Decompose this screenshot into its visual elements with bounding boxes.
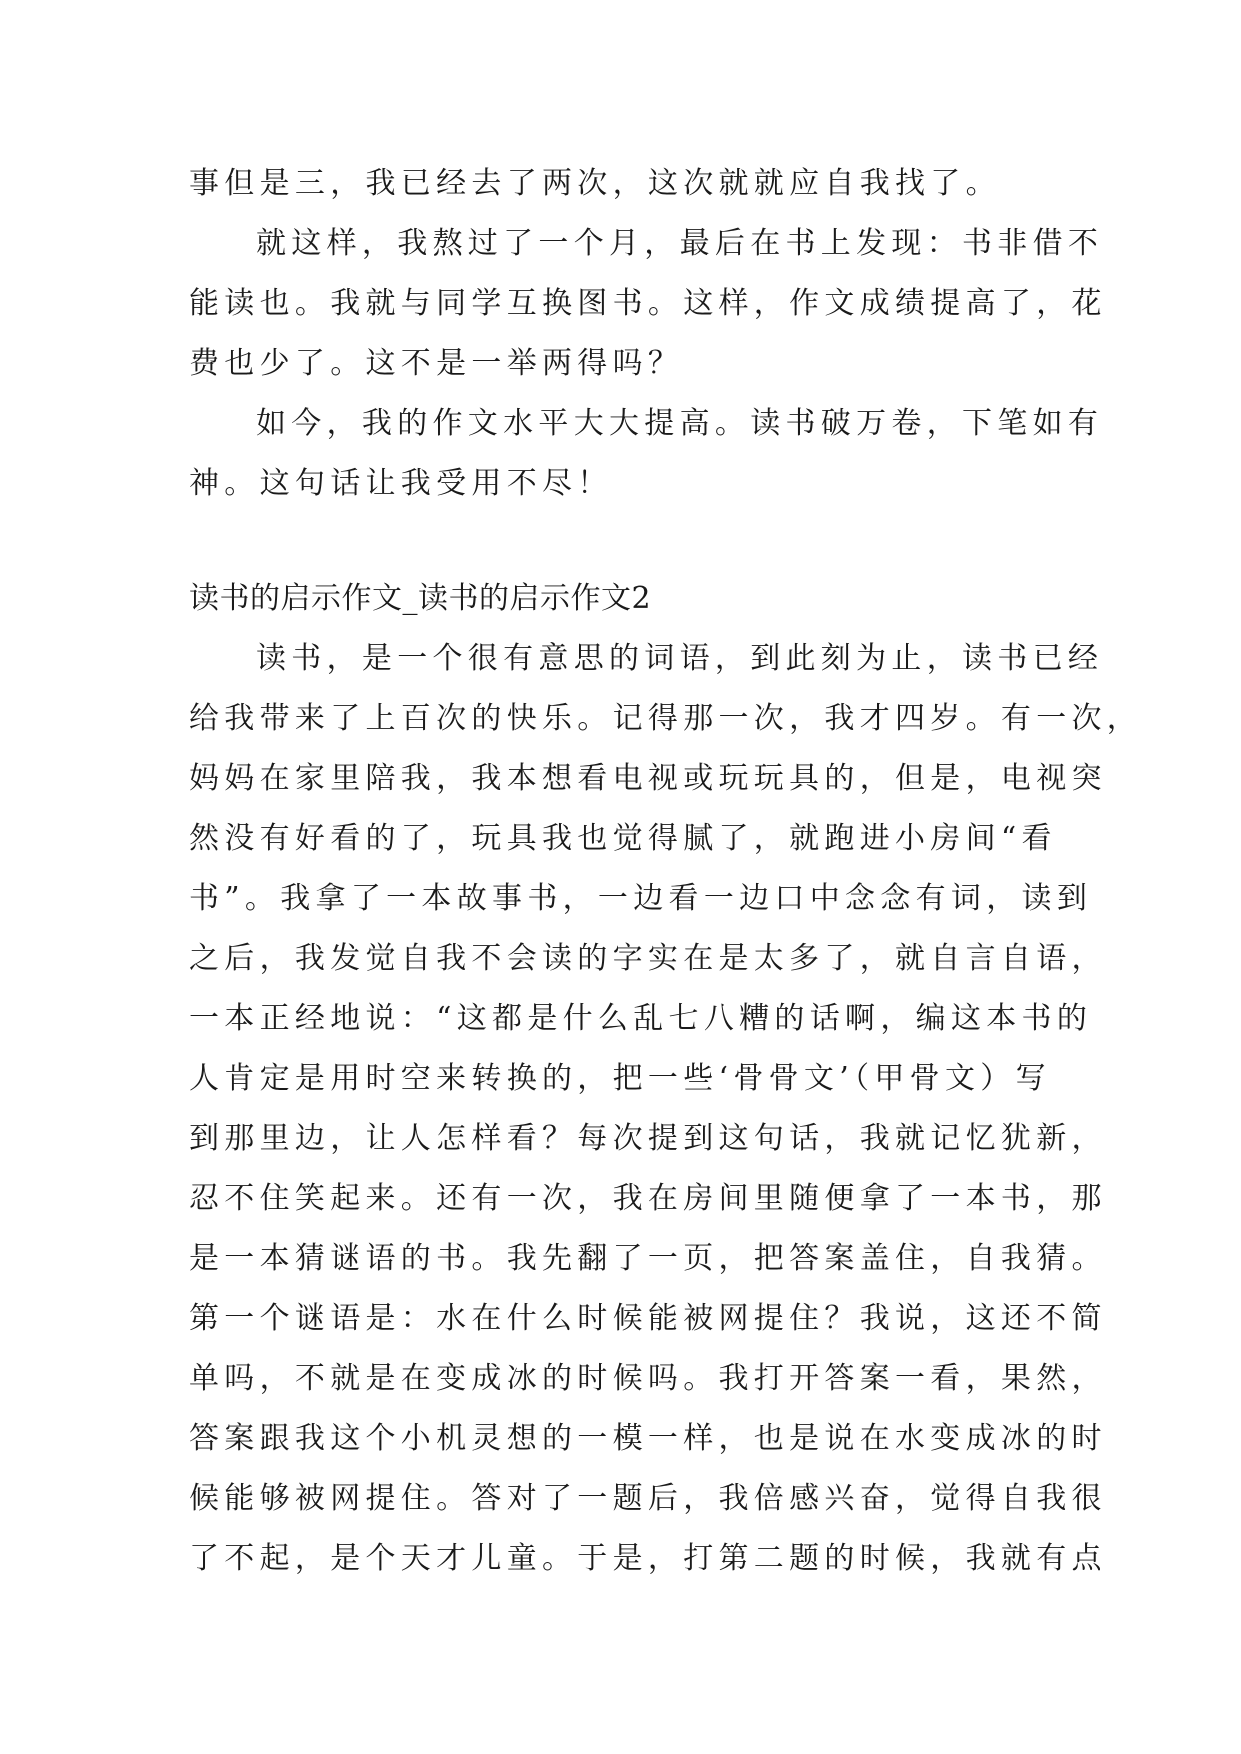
text-line: 第一个谜语是：水在什么时候能被网提住？我说，这还不简 [189, 1301, 1107, 1336]
text-line: 如今，我的作文水平大大提高。读书破万卷，下笔如有 [256, 406, 1104, 441]
text-line: 然没有好看的了，玩具我也觉得腻了，就跑进小房间“看 [189, 821, 1057, 856]
text-line: 候能够被网提住。答对了一题后，我倍感兴奋，觉得自我很 [189, 1481, 1107, 1516]
text-line: 书”。我拿了一本故事书，一边看一边口中念念有词，读到 [189, 881, 1093, 916]
text-line: 妈妈在家里陪我，我本想看电视或玩玩具的，但是，电视突 [189, 761, 1107, 796]
text-line: 了不起，是个天才儿童。于是，打第二题的时候，我就有点 [189, 1541, 1107, 1576]
text-line: 就这样，我熬过了一个月，最后在书上发现：书非借不 [256, 226, 1104, 261]
text-line: 一本正经地说：“这都是什么乱七八糟的话啊，编这本书的 [189, 1001, 1093, 1036]
text-line: 给我带来了上百次的快乐。记得那一次，我才四岁。有一次， [189, 701, 1143, 736]
text-line: 答案跟我这个小机灵想的一模一样，也是说在水变成冰的时 [189, 1421, 1107, 1456]
text-line: 人肯定是用时空来转换的，把一些‘骨骨文’（甲骨文）写 [189, 1061, 1051, 1096]
text-line: 费也少了。这不是一举两得吗？ [189, 346, 684, 381]
text-line: 读书，是一个很有意思的词语，到此刻为止，读书已经 [256, 641, 1104, 676]
text-line: 神。这句话让我受用不尽！ [189, 466, 613, 501]
text-line: 到那里边，让人怎样看？每次提到这句话，我就记忆犹新， [189, 1121, 1107, 1156]
article-heading: 读书的启示作文_读书的启示作文2 [189, 581, 652, 616]
text-line: 忍不住笑起来。还有一次，我在房间里随便拿了一本书，那 [189, 1181, 1107, 1216]
text-line: 能读也。我就与同学互换图书。这样，作文成绩提高了，花 [189, 286, 1107, 321]
text-line: 事但是三，我已经去了两次，这次就就应自我找了。 [189, 166, 1001, 201]
text-line: 之后，我发觉自我不会读的字实在是太多了，就自言自语， [189, 941, 1107, 976]
text-line: 是一本猜谜语的书。我先翻了一页，把答案盖住，自我猜。 [189, 1241, 1107, 1276]
text-line: 单吗，不就是在变成冰的时候吗。我打开答案一看，果然， [189, 1361, 1107, 1396]
